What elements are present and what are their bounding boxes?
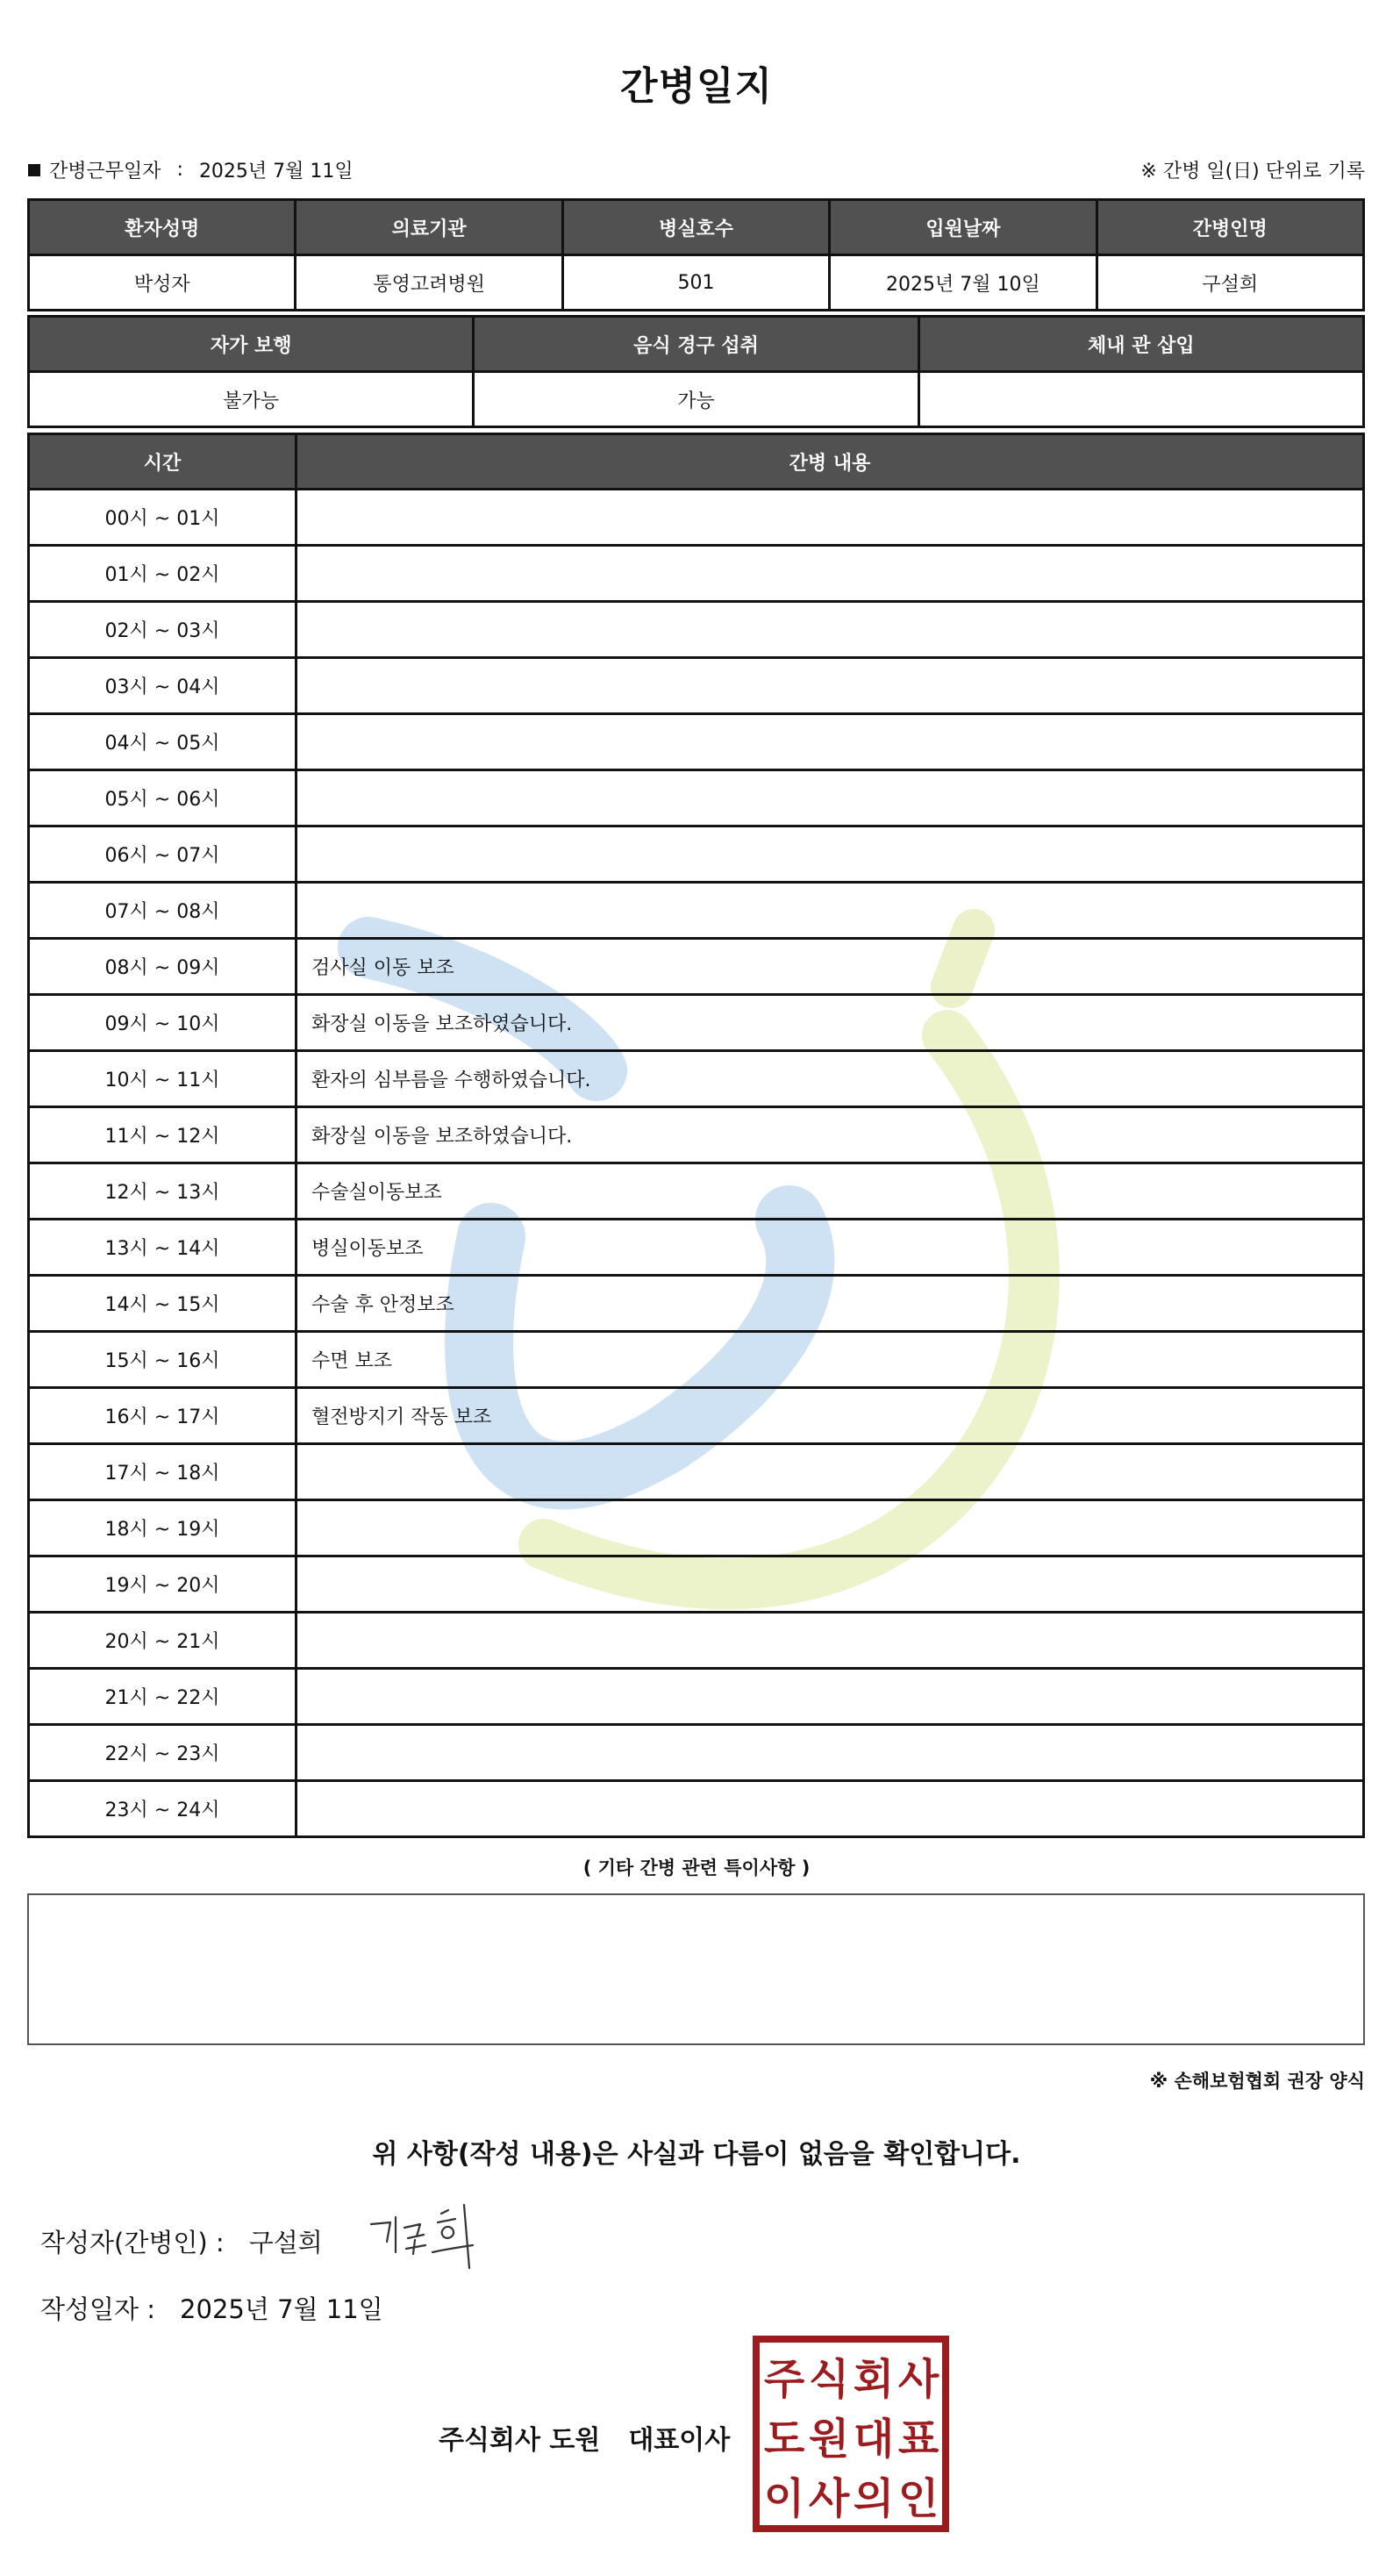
written-date-label: 작성일자 : [40, 2294, 156, 2324]
seal-glyph: 인 [897, 2474, 939, 2523]
table-row [29, 602, 1364, 658]
admission-date-header: 입원날짜 [830, 200, 1097, 255]
handwritten-signature [364, 2198, 504, 2277]
tube-insertion-header: 체내 관 삽입 [918, 317, 1363, 372]
seal-glyph: 식 [808, 2355, 850, 2404]
care-content-cell: 화장실 이동을 보조하였습니다. [296, 1107, 1364, 1163]
table-row [29, 770, 1364, 826]
patient-info-table [27, 198, 1365, 311]
care-content-cell: 환자의 심부름을 수행하였습니다. [296, 1051, 1364, 1107]
special-notes-title: ( 기타 간병 관련 특이사항 ) [582, 1857, 811, 1878]
care-content-cell: 수술실이동보조 [296, 1163, 1364, 1220]
care-content-cell [296, 1556, 1364, 1613]
time-slot-cell: 06시 ~ 07시 [29, 826, 296, 883]
care-content-cell: 검사실 이동 보조 [296, 939, 1364, 995]
care-content-cell [296, 490, 1364, 546]
time-slot-cell: 17시 ~ 18시 [29, 1444, 296, 1500]
writer-line [40, 2223, 323, 2259]
table-row [29, 546, 1364, 602]
table-row [29, 1107, 1364, 1163]
table-row [29, 1051, 1364, 1107]
hospital-header: 의료기관 [296, 200, 562, 255]
care-content-cell: 병실이동보조 [296, 1220, 1364, 1276]
walking-header: 자가 보행 [29, 317, 474, 372]
seal-glyph: 이 [763, 2474, 805, 2523]
care-content-cell [296, 1444, 1364, 1500]
tube-insertion-cell [918, 372, 1363, 427]
care-content-cell [296, 1781, 1364, 1837]
time-slot-cell: 00시 ~ 01시 [29, 490, 296, 546]
care-content-cell [296, 602, 1364, 658]
document-title: 간병일지 [619, 64, 773, 109]
table-row [29, 939, 1364, 995]
written-date-value: 2025년 7월 11일 [180, 2294, 383, 2324]
care-log-table [27, 433, 1365, 1838]
time-slot-cell: 05시 ~ 06시 [29, 770, 296, 826]
care-content-cell: 화장실 이동을 보조하였습니다. [296, 995, 1364, 1051]
table-row [29, 714, 1364, 770]
admission-date-cell: 2025년 7월 10일 [830, 255, 1097, 311]
table-row [29, 1556, 1364, 1613]
seal-glyph: 의 [853, 2474, 895, 2523]
time-slot-cell: 16시 ~ 17시 [29, 1388, 296, 1444]
table-row [29, 1332, 1364, 1388]
time-slot-cell: 09시 ~ 10시 [29, 995, 296, 1051]
table-row [29, 1725, 1364, 1781]
time-slot-cell: 23시 ~ 24시 [29, 1781, 296, 1837]
care-content-cell: 수면 보조 [296, 1332, 1364, 1388]
care-content-cell [296, 658, 1364, 714]
care-content-cell [296, 546, 1364, 602]
patient-name-header: 환자성명 [29, 200, 296, 255]
care-content-cell [296, 714, 1364, 770]
seal-glyph: 주 [763, 2355, 805, 2404]
time-slot-cell: 14시 ~ 15시 [29, 1276, 296, 1332]
table-row [29, 490, 1364, 546]
time-slot-cell: 04시 ~ 05시 [29, 714, 296, 770]
patient-name-cell: 박성자 [29, 255, 296, 311]
time-slot-cell: 10시 ~ 11시 [29, 1051, 296, 1107]
time-slot-cell: 21시 ~ 22시 [29, 1669, 296, 1725]
time-slot-cell: 18시 ~ 19시 [29, 1500, 296, 1556]
time-header: 시간 [29, 434, 296, 490]
care-date-line [28, 156, 354, 183]
company-line [439, 2418, 730, 2457]
table-row [29, 826, 1364, 883]
seal-glyph: 회 [853, 2355, 895, 2404]
care-content-cell [296, 1613, 1364, 1669]
caregiver-name-cell: 구설희 [1097, 255, 1363, 311]
table-row [29, 883, 1364, 939]
table-row [29, 1220, 1364, 1276]
time-slot-cell: 08시 ~ 09시 [29, 939, 296, 995]
room-number-header: 병실호수 [562, 200, 829, 255]
company-seal-stamp [751, 2334, 951, 2534]
time-slot-cell: 19시 ~ 20시 [29, 1556, 296, 1613]
care-content-cell: 혈전방지기 작동 보조 [296, 1388, 1364, 1444]
room-number-cell: 501 [562, 255, 829, 311]
bullet-square-icon [28, 164, 40, 176]
writer-label: 작성자(간병인) : [40, 2228, 225, 2258]
care-content-cell [296, 826, 1364, 883]
form-source-note: ※ 손해보험협회 권장 양식 [1149, 2071, 1365, 2092]
table-row [29, 1613, 1364, 1669]
table-row [29, 1444, 1364, 1500]
table-row [29, 1500, 1364, 1556]
patient-status-table [27, 315, 1365, 428]
writer-name: 구설희 [248, 2228, 323, 2258]
time-slot-cell: 11시 ~ 12시 [29, 1107, 296, 1163]
care-content-cell [296, 1669, 1364, 1725]
seal-glyph: 원 [808, 2415, 850, 2464]
care-content-cell: 수술 후 안정보조 [296, 1276, 1364, 1332]
seal-glyph: 대 [853, 2415, 895, 2464]
seal-glyph: 도 [763, 2415, 805, 2464]
care-date-separator: : [176, 159, 183, 181]
time-slot-cell: 01시 ~ 02시 [29, 546, 296, 602]
seal-glyph: 사 [808, 2474, 850, 2523]
table-row [29, 1163, 1364, 1220]
care-date-value: 2025년 7월 11일 [198, 161, 354, 182]
time-slot-cell: 15시 ~ 16시 [29, 1332, 296, 1388]
care-content-cell [296, 1500, 1364, 1556]
written-date-line [40, 2290, 383, 2326]
time-slot-cell: 13시 ~ 14시 [29, 1220, 296, 1276]
hospital-cell: 통영고려병원 [296, 255, 562, 311]
oral-intake-header: 음식 경구 섭취 [474, 317, 918, 372]
time-slot-cell: 03시 ~ 04시 [29, 658, 296, 714]
seal-glyph: 사 [897, 2355, 939, 2404]
care-date-label: 간병근무일자 [49, 161, 161, 182]
time-slot-cell: 12시 ~ 13시 [29, 1163, 296, 1220]
special-notes-box [27, 1893, 1365, 2045]
table-row [29, 1781, 1364, 1837]
table-row [29, 1388, 1364, 1444]
table-row [29, 1276, 1364, 1332]
company-name: 주식회사 도원 [439, 2425, 601, 2456]
care-log-body [29, 490, 1364, 1837]
confirmation-statement: 위 사항(작성 내용)은 사실과 다름이 없음을 확인합니다. [372, 2139, 1021, 2170]
time-slot-cell: 02시 ~ 03시 [29, 602, 296, 658]
care-content-cell [296, 770, 1364, 826]
seal-glyph: 표 [897, 2415, 939, 2464]
care-content-cell [296, 883, 1364, 939]
table-row [29, 658, 1364, 714]
record-unit-note: ※ 간병 일(日) 단위로 기록 [1140, 161, 1365, 182]
table-row [29, 995, 1364, 1051]
walking-cell: 불가능 [29, 372, 474, 427]
time-slot-cell: 22시 ~ 23시 [29, 1725, 296, 1781]
time-slot-cell: 07시 ~ 08시 [29, 883, 296, 939]
table-row [29, 1669, 1364, 1725]
caregiver-name-header: 간병인명 [1097, 200, 1363, 255]
care-content-cell [296, 1725, 1364, 1781]
ceo-title: 대표이사 [628, 2425, 731, 2456]
time-slot-cell: 20시 ~ 21시 [29, 1613, 296, 1669]
care-content-header: 간병 내용 [296, 434, 1364, 490]
oral-intake-cell: 가능 [474, 372, 918, 427]
